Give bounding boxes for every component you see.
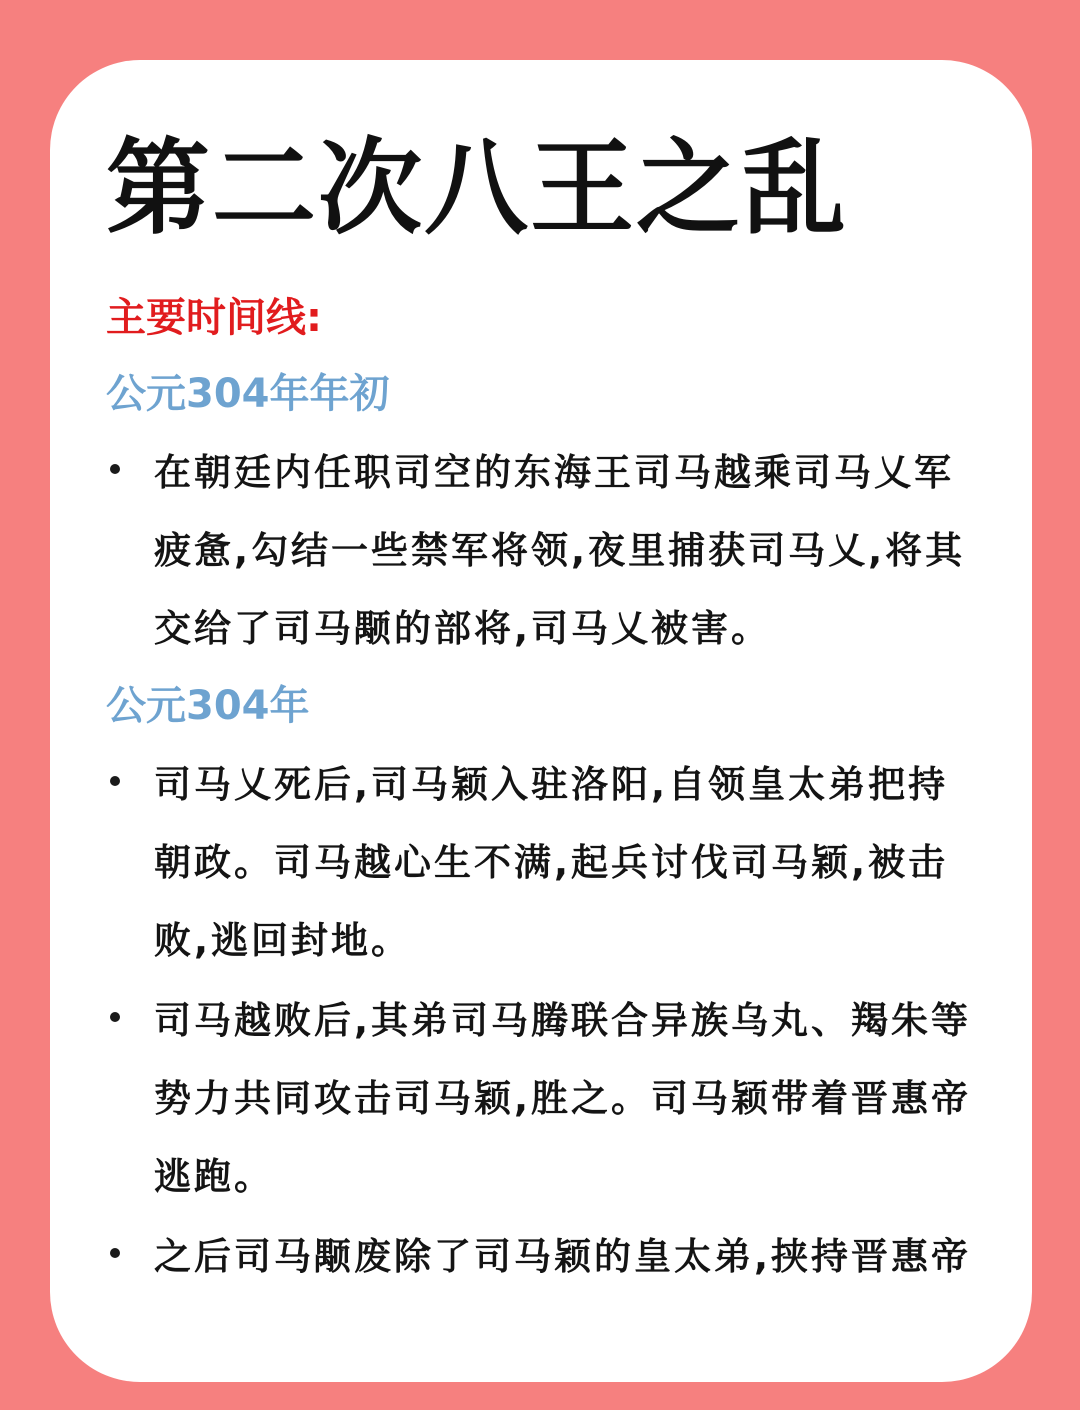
list-item-text: 之后司马颙废除了司马颖的皇太弟,挟持晋惠帝 (154, 1235, 972, 1278)
list-item (106, 1218, 986, 1296)
list-item-text: 司马乂死后,司马颖入驻洛阳,自领皇太弟把持朝政。司马越心生不满,起兵讨伐司马颖,被击败,逃回封地。 (154, 763, 949, 962)
list-item (106, 982, 986, 1216)
bullet-icon (110, 1012, 120, 1022)
list-item (106, 434, 986, 668)
bullet-icon (110, 776, 120, 786)
content-card (50, 60, 1032, 1382)
period-heading-304: 公元304年 (106, 683, 310, 729)
list-item (106, 746, 986, 980)
bullet-icon (110, 1248, 120, 1258)
timeline-heading: 主要时间线: (106, 295, 322, 341)
list-item-text: 司马越败后,其弟司马腾联合异族乌丸、羯朱等势力共同攻击司马颖,胜之。司马颖带着晋惠帝逃跑。 (154, 999, 972, 1198)
page-title: 第二次八王之乱 (106, 127, 849, 249)
bullet-icon (110, 464, 120, 474)
list-item-text: 在朝廷内任职司空的东海王司马越乘司马乂军疲惫,勾结一些禁军将领,夜里捕获司马乂,将其交给了司马颙的部将,司马乂被害。 (154, 451, 966, 650)
period-heading-304-early: 公元304年年初 (106, 371, 390, 417)
